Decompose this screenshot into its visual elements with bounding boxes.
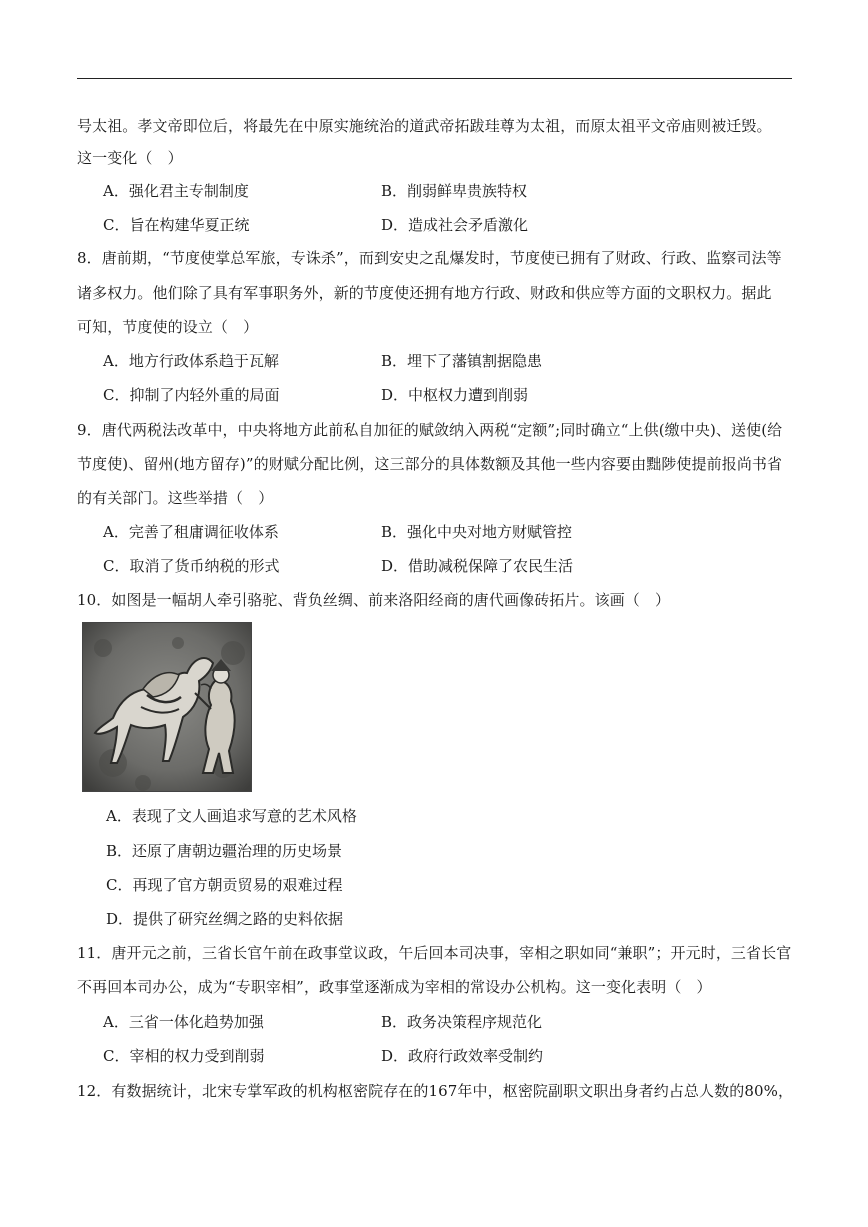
q7-option-b[interactable]: B．削弱鲜卑贵族特权 <box>381 182 528 200</box>
q7-cont-line1: 号太祖。孝文帝即位后，将最先在中原实施统治的道武帝拓跋珪尊为太祖，而原太祖平文帝庙则被迁毁。 <box>77 117 772 135</box>
q11-option-b[interactable]: B．政务决策程序规范化 <box>381 1013 543 1031</box>
q8-option-a[interactable]: A．地方行政体系趋于瓦解 <box>103 352 279 370</box>
q11-option-c[interactable]: C．宰相的权力受到削弱 <box>103 1047 265 1065</box>
q7-option-a[interactable]: A．强化君主专制制度 <box>103 182 249 200</box>
q9-line3: 的有关部门。这些举措（ ） <box>77 489 274 507</box>
q11-option-d[interactable]: D．政府行政效率受制约 <box>381 1047 544 1065</box>
header-rule <box>77 78 792 79</box>
q10-option-d[interactable]: D．提供了研究丝绸之路的史料依据 <box>106 910 344 928</box>
camel-caravan-illustration <box>83 623 252 792</box>
q10-line1: 10．如图是一幅胡人牵引骆驼、背负丝绸、前来洛阳经商的唐代画像砖拓片。该画（ ） <box>77 591 671 609</box>
q8-line1: 8．唐前期，“节度使掌总军旅，专诛杀”，而到安史之乱爆发时，节度使已拥有了财政、行政、监察司法等 <box>77 249 782 267</box>
q8-option-b[interactable]: B．埋下了藩镇割据隐患 <box>381 352 543 370</box>
q8-line2: 诸多权力。他们除了具有军事职务外，新的节度使还拥有地方行政、财政和供应等方面的文职权力。据此 <box>77 284 772 302</box>
q9-option-a[interactable]: A．完善了租庸调征收体系 <box>103 523 279 541</box>
q7-option-c[interactable]: C．旨在构建华夏正统 <box>103 216 250 234</box>
q9-line2: 节度使)、留州(地方留存)”的财赋分配比例，这三部分的具体数额及其他一些内容要由黜陟使提前报尚书省 <box>77 455 783 473</box>
q9-option-b[interactable]: B．强化中央对地方财赋管控 <box>381 523 573 541</box>
q7-option-d[interactable]: D．造成社会矛盾激化 <box>381 216 529 234</box>
q10-option-a[interactable]: A．表现了文人画追求写意的艺术风格 <box>106 807 357 825</box>
q9-option-c[interactable]: C．取消了货币纳税的形式 <box>103 557 280 575</box>
q7-cont-line2: 这一变化（ ） <box>77 149 183 167</box>
q11-option-a[interactable]: A．三省一体化趋势加强 <box>103 1013 264 1031</box>
q11-line1: 11．唐开元之前，三省长官午前在政事堂议政，午后回本司决事，宰相之职如同“兼职”；开元时，三省长官 <box>77 944 792 962</box>
q8-option-d[interactable]: D．中枢权力遭到削弱 <box>381 386 529 404</box>
q9-option-d[interactable]: D．借助减税保障了农民生活 <box>381 557 574 575</box>
q8-line3: 可知，节度使的设立（ ） <box>77 318 259 336</box>
q10-option-c[interactable]: C．再现了官方朝贡贸易的艰难过程 <box>106 876 343 894</box>
tang-brick-rubbing-image <box>82 622 252 792</box>
q9-line1: 9．唐代两税法改革中，中央将地方此前私自加征的赋敛纳入两税“定额”;同时确立“上供(缴中央)、送使(给 <box>77 421 783 439</box>
q11-line2: 不再回本司办公，成为“专职宰相”，政事堂逐渐成为宰相的常设办公机构。这一变化表明（ ） <box>77 978 712 996</box>
q10-option-b[interactable]: B．还原了唐朝边疆治理的历史场景 <box>106 842 343 860</box>
q12-line1: 12．有数据统计，北宋专掌军政的机构枢密院存在的167年中，枢密院副职文职出身者约占总人数的80%， <box>77 1082 794 1100</box>
q8-option-c[interactable]: C．抑制了内轻外重的局面 <box>103 386 280 404</box>
